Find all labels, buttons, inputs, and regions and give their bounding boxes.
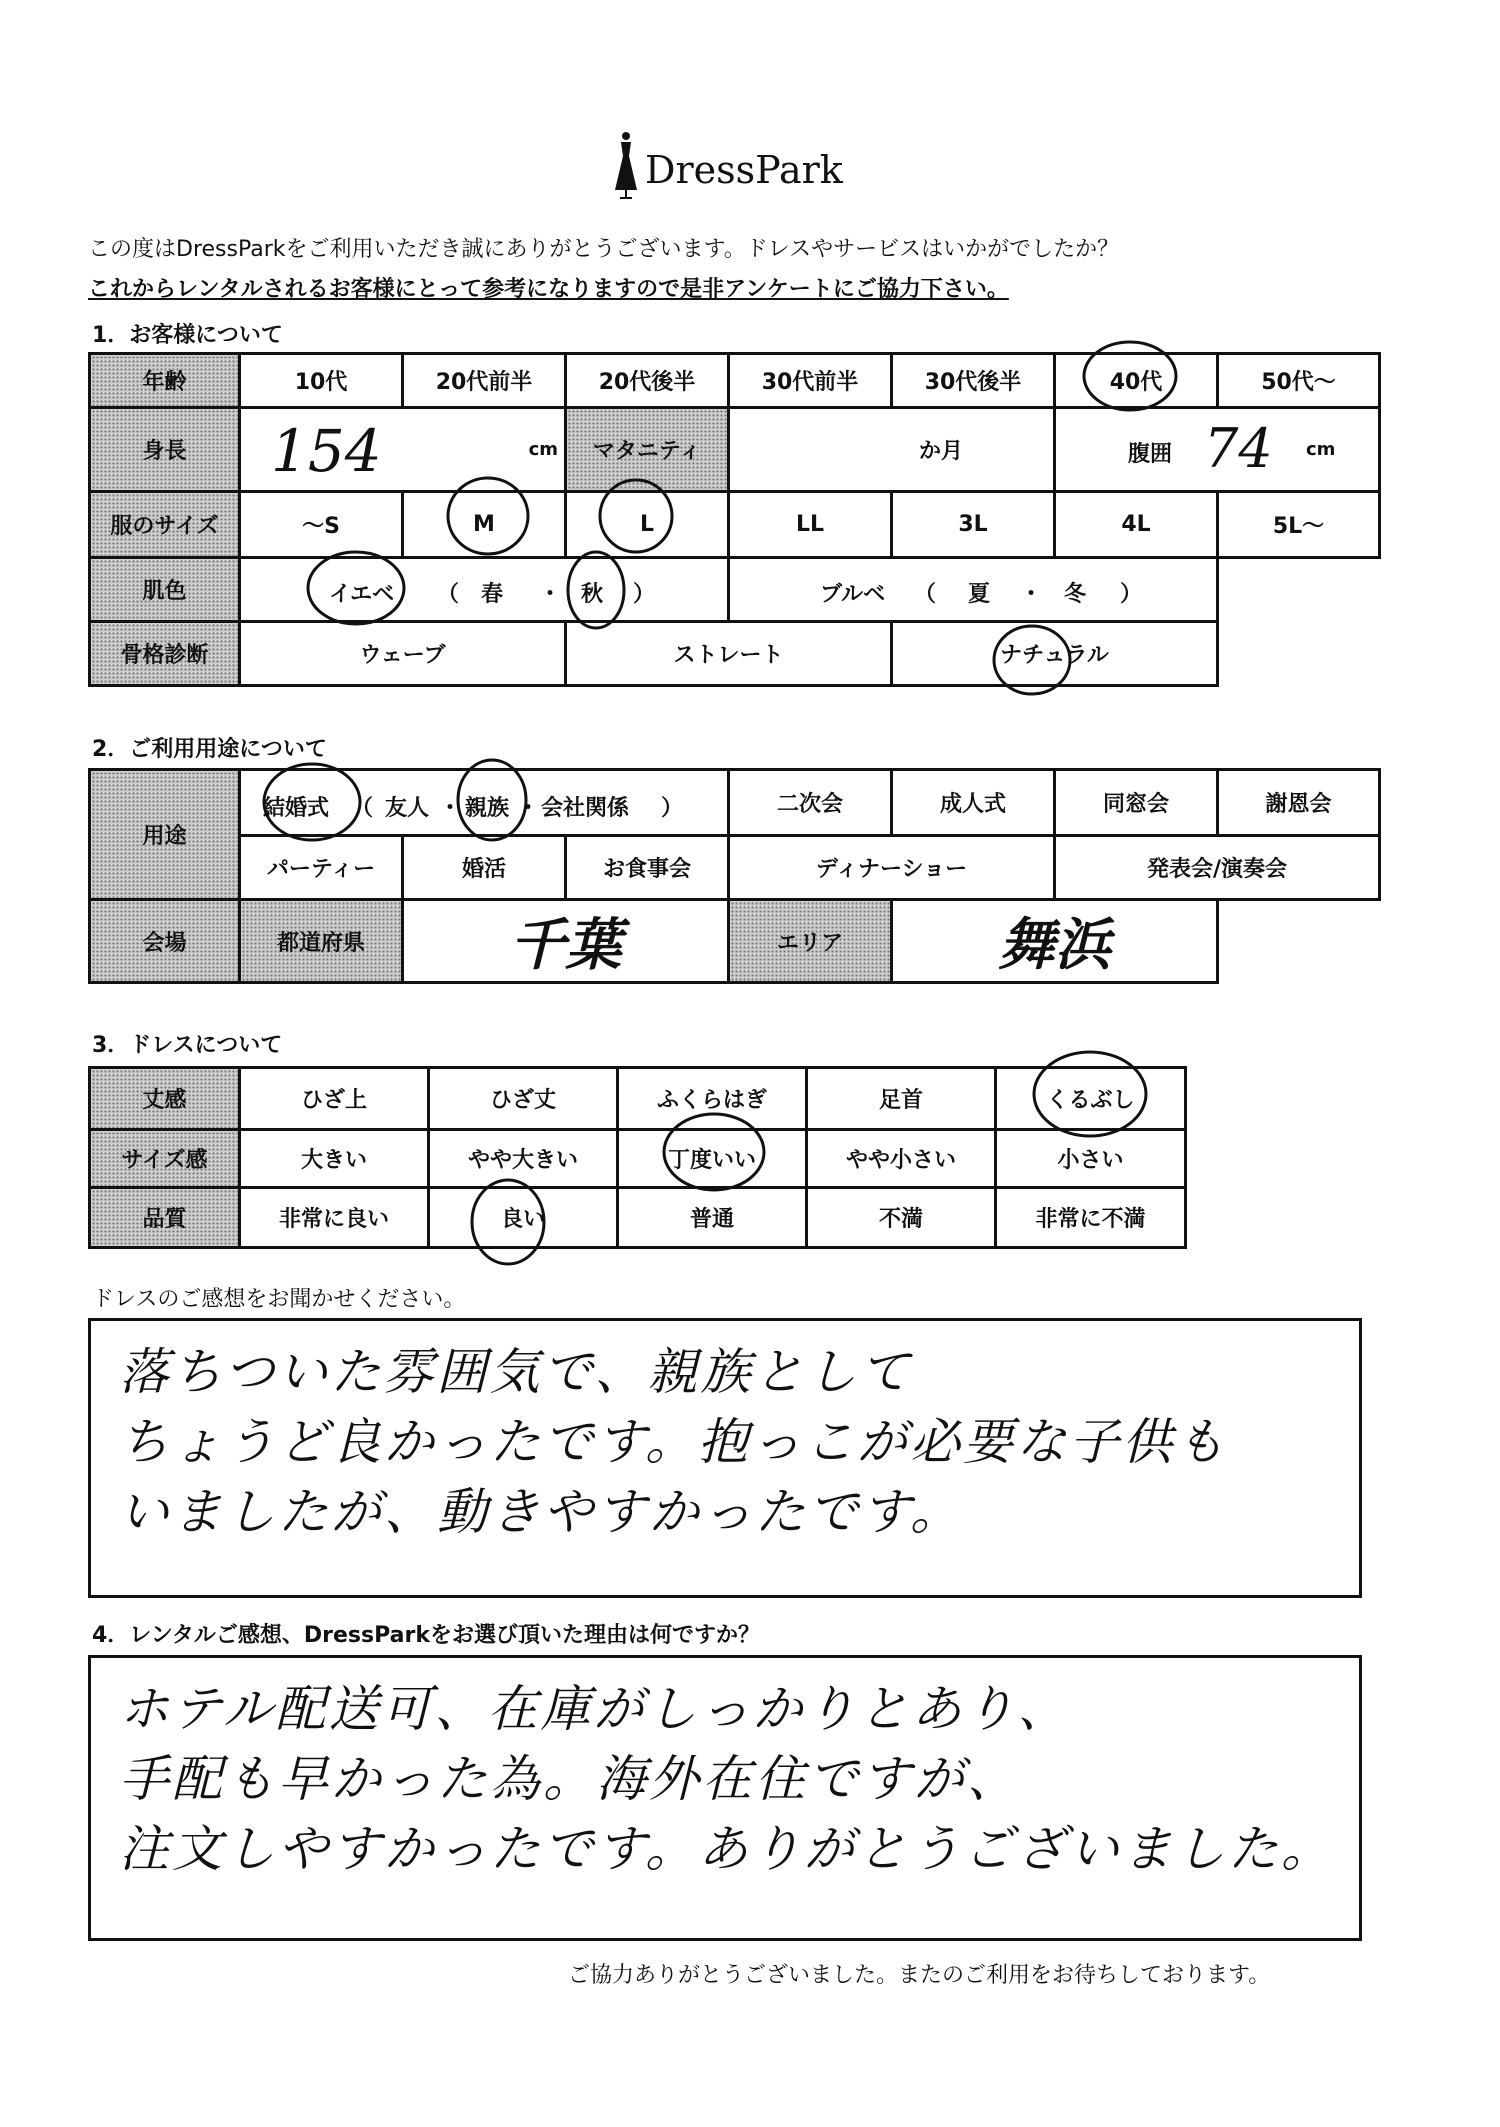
length-option[interactable]: 足首	[807, 1068, 996, 1130]
wedding-option[interactable]: 結婚式 （ 友人 ・ 親族 ・ 会社関係 ）	[240, 770, 729, 836]
size-row	[90, 492, 1380, 558]
maternity-label: マタニティ	[566, 408, 729, 492]
skin-blue: ブルベ	[820, 582, 886, 607]
comment-line: 落ちついた雰囲気で、親族として	[119, 1343, 913, 1401]
fit-option[interactable]: やや大きい	[429, 1130, 618, 1188]
waist-unit: cm	[1306, 439, 1336, 460]
wedding-sub: 友人	[385, 796, 430, 821]
size-option-selected[interactable]: M	[403, 492, 566, 558]
height-label: 身長	[90, 408, 240, 492]
purpose-option[interactable]: パーティー	[240, 836, 403, 900]
section1-title: 1．お客様について	[92, 323, 283, 348]
purpose-option[interactable]: 謝恩会	[1218, 770, 1380, 836]
fit-label: サイズ感	[90, 1130, 240, 1188]
bone-label: 骨格診断	[90, 622, 240, 686]
customer-table	[88, 352, 1381, 687]
size-option-selected[interactable]: L	[566, 492, 729, 558]
wedding-sub: 会社関係	[541, 796, 630, 821]
dress-icon	[611, 130, 641, 200]
section4-title: 4．レンタルご感想、DressParkをお選び頂いた理由は何ですか？	[92, 1623, 760, 1648]
purpose-label: 用途	[90, 770, 240, 900]
purpose-option[interactable]: 二次会	[729, 770, 892, 836]
height-value: 154	[271, 417, 382, 485]
waist-value: 74	[1204, 417, 1273, 480]
age-option[interactable]: 20代後半	[566, 354, 729, 408]
length-label: 丈感	[90, 1068, 240, 1130]
section3-title: 3．ドレスについて	[92, 1033, 283, 1058]
bone-option[interactable]: ストレート	[566, 622, 892, 686]
waist-label: 腹囲	[1128, 442, 1173, 467]
purpose-option[interactable]: 同窓会	[1055, 770, 1218, 836]
age-option[interactable]: 30代後半	[892, 354, 1055, 408]
skin-blue-option[interactable]: ブルベ （ 夏 ・ 冬 ）	[729, 558, 1218, 622]
comment-line: ホテル配送可、在庫がしっかりとあり、	[119, 1680, 1071, 1738]
brand-logo	[605, 120, 845, 210]
intro-request: これからレンタルされるお客様にとって参考になりますので是非アンケートにご協力下さい。	[88, 277, 1009, 302]
comment-line: 注文しやすかったです。ありがとうございました。	[119, 1820, 1334, 1878]
skin-yellow: イエベ	[329, 582, 395, 607]
size-option[interactable]: 5L～	[1218, 492, 1380, 558]
bone-option-selected[interactable]: ナチュラル	[892, 622, 1218, 686]
size-option[interactable]: 4L	[1055, 492, 1218, 558]
quality-option[interactable]: 不満	[807, 1188, 996, 1248]
comment-line: 手配も早かった為。海外在住ですが、	[119, 1750, 1020, 1808]
purpose-row-1	[90, 770, 1380, 836]
bone-row	[90, 622, 1380, 686]
skin-label: 肌色	[90, 558, 240, 622]
bone-option[interactable]: ウェーブ	[240, 622, 566, 686]
age-option[interactable]: 50代～	[1218, 354, 1380, 408]
venue-label: 会場	[90, 900, 240, 983]
fit-row	[90, 1130, 1186, 1188]
skin-row	[90, 558, 1380, 622]
length-option[interactable]: ひざ丈	[429, 1068, 618, 1130]
length-option-selected[interactable]: くるぶし	[996, 1068, 1186, 1130]
skin-season: 春	[481, 582, 504, 607]
height-row	[90, 408, 1380, 492]
area-label: エリア	[729, 900, 892, 983]
section2-title: 2．ご利用用途について	[92, 737, 327, 762]
maternity-unit: か月	[918, 439, 963, 464]
size-option[interactable]: ～S	[240, 492, 403, 558]
area-value[interactable]: 舞浜	[892, 900, 1218, 983]
height-unit: cm	[528, 439, 558, 460]
dress-table	[88, 1066, 1187, 1249]
purpose-row-2	[90, 836, 1380, 900]
skin-season: 夏	[968, 582, 991, 607]
purpose-option[interactable]: 婚活	[403, 836, 566, 900]
quality-label: 品質	[90, 1188, 240, 1248]
purpose-option[interactable]: ディナーショー	[729, 836, 1055, 900]
wedding-sub-selected: 親族	[465, 796, 510, 821]
age-option[interactable]: 30代前半	[729, 354, 892, 408]
dress-comment-prompt: ドレスのご感想をお聞かせください。	[92, 1287, 466, 1312]
size-option[interactable]: 3L	[892, 492, 1055, 558]
age-label: 年齢	[90, 354, 240, 408]
intro-text: この度はDressParkをご利用いただき誠にありがとうございます。ドレスやサービスはいかがでしたか？	[88, 237, 1120, 262]
skin-yellow-option[interactable]: イエベ （ 春 ・ 秋 ）	[240, 558, 729, 622]
fit-option[interactable]: やや小さい	[807, 1130, 996, 1188]
length-option[interactable]: ふくらはぎ	[618, 1068, 807, 1130]
quality-row	[90, 1188, 1186, 1248]
age-option[interactable]: 10代	[240, 354, 403, 408]
dress-comment-box[interactable]	[88, 1318, 1362, 1598]
age-option-selected[interactable]: 40代	[1055, 354, 1218, 408]
purpose-option[interactable]: 発表会/演奏会	[1055, 836, 1380, 900]
purpose-table	[88, 768, 1381, 984]
maternity-field[interactable]	[729, 408, 1055, 492]
quality-option[interactable]: 非常に良い	[240, 1188, 429, 1248]
rental-comment-box[interactable]	[88, 1655, 1362, 1941]
skin-season-selected: 秋	[581, 582, 604, 607]
length-option[interactable]: ひざ上	[240, 1068, 429, 1130]
brand-name: DressPark	[645, 148, 843, 192]
comment-line: ちょうど良かったです。抱っこが必要な子供も	[119, 1413, 1228, 1471]
size-label: 服のサイズ	[90, 492, 240, 558]
comment-line: いましたが、動きやすかったです。	[119, 1483, 963, 1541]
purpose-option[interactable]: お食事会	[566, 836, 729, 900]
purpose-option[interactable]: 成人式	[892, 770, 1055, 836]
wedding-main: 結婚式	[263, 796, 330, 821]
quality-option[interactable]: 普通	[618, 1188, 807, 1248]
size-option[interactable]: LL	[729, 492, 892, 558]
age-option[interactable]: 20代前半	[403, 354, 566, 408]
waist-field[interactable]	[1055, 408, 1380, 492]
venue-row	[90, 900, 1380, 983]
skin-season: 冬	[1064, 582, 1087, 607]
quality-option-selected[interactable]: 良い	[429, 1188, 618, 1248]
age-row	[90, 354, 1380, 408]
height-field[interactable]	[240, 408, 566, 492]
fit-option[interactable]: 小さい	[996, 1130, 1186, 1188]
prefecture-label: 都道府県	[240, 900, 403, 983]
length-row	[90, 1068, 1186, 1130]
quality-option[interactable]: 非常に不満	[996, 1188, 1186, 1248]
fit-option[interactable]: 大きい	[240, 1130, 429, 1188]
fit-option-selected[interactable]: 丁度いい	[618, 1130, 807, 1188]
footer-thanks: ご協力ありがとうございました。またのご利用をお待ちしております。	[568, 1963, 1271, 1988]
prefecture-value[interactable]: 千葉	[403, 900, 729, 983]
